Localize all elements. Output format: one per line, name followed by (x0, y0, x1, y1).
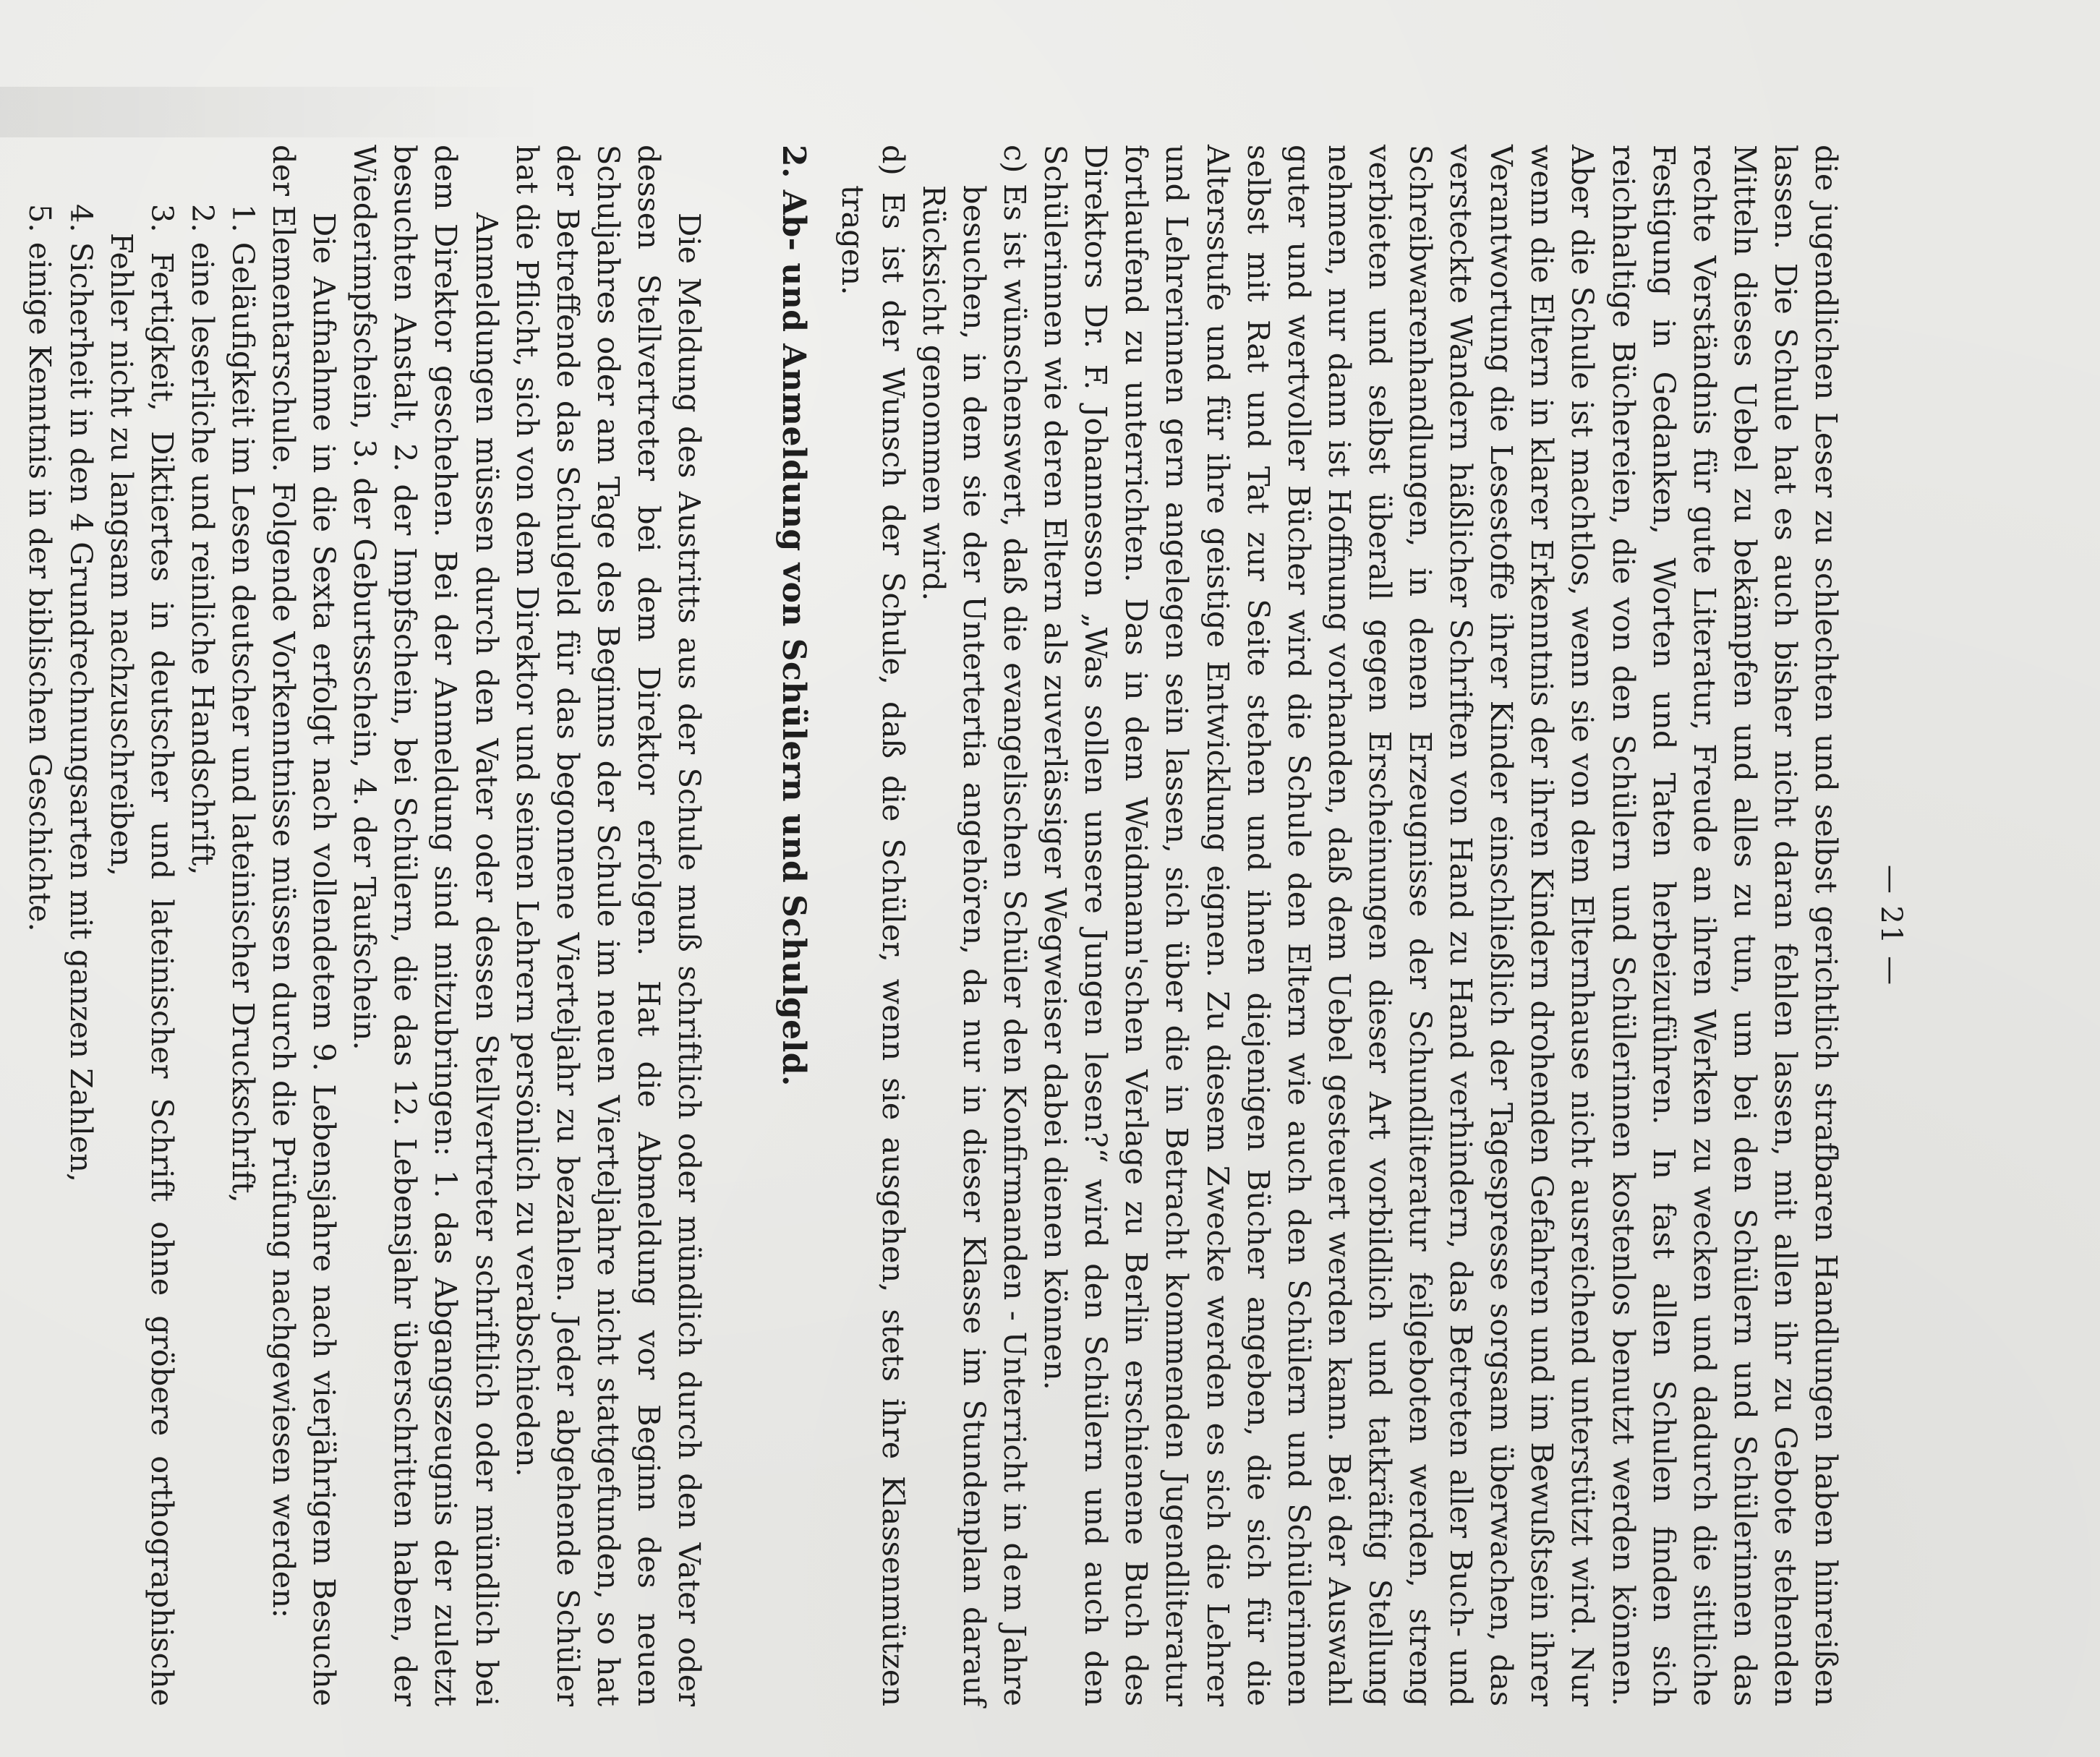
list-item: 4. Sicherheit in den 4 Grundrechnungsarten mit ganzen Zahlen, (63, 204, 99, 1183)
rule-item-d: d) Es ist der Wunsch der Schule, daß die Schüler, wenn sie ausgehen, stets ihre Klassenmützen tragen. (835, 145, 911, 1706)
list-item: 1. Geläufigkeit im Lesen deutscher und lateinischer Druckschrift, (225, 204, 261, 1203)
paragraph-aufnahme: Die Aufnahme in die Sexta erfolgt nach vollendetem 9. Lebensjahre nach vierjährigem Besuche der Elementarschule. Folgende Vorkenntnisse müssen durch die Prüfung nachgewiesen werden: (266, 145, 343, 1706)
section-2-body (20, 145, 709, 1706)
paragraph-anmeldung: Anmeldungen müssen durch den Vater oder dessen Stellvertreter schriftlich oder mündlich bei dem Direktor geschehen. Bei der Anmeldung sind mitzubringen: 1. das Abgangszeugnis der zuletzt besuchten Anstalt, 2. der Impfschein, bei Schülern, die das 12. Lebensjahr überschritten haben, der Wiederimpfschein, 3. der Geburtsschein, 4. der Taufschein. (347, 145, 505, 1706)
rules-c-d (832, 145, 1035, 1706)
intro-paragraph: die jugendlichen Leser zu schlechten und selbst gerichtlich strafbaren Handlungen haben hinreißen lassen. Die Schule hat es auch bisher nicht daran fehlen lassen, mit allen ihr zu Gebote stehenden Mitteln dieses Uebel zu bekämpfen und alles zu tun, um bei den Schülern und Schülerinnen das rechte Verständnis für gute Literatur, Freude an ihren Werken zu wecken und dadurch die sittliche Festigung in Gedanken, Worten und Taten herbeizuführen. In fast allen Schulen finden sich reichhaltige Büchereien, die von den Schülern und Schülerinnen kostenlos benutzt werden können. Aber die Schule ist machtlos, wenn sie von dem Elternhause nicht ausreichend unterstützt wird. Nur wenn die Eltern in klarer Erkenntnis der ihren Kindern drohenden Gefahren und im Bewußtsein ihrer Verantwortung die Lesestoffe ihrer Kinder einschließlich der Tagespresse sorgsam überwachen, das versteckte Wandern häßlicher Schriften von Hand zu Hand verhindern, das Betreten aller Buch- und Schreibwarenhandlungen, in denen Erzeugnisse der Schundliteratur feilgeboten werden, streng verbieten und selbst überall gegen Erscheinungen dieser Art vorbildlich und tatkräftig Stellung nehmen, nur dann ist Hoffnung vorhanden, daß dem Uebel gesteuert werden kann. Bei der Auswahl guter und wertvoller Bücher wird die Schule den Eltern wie auch den Schülern und Schülerinnen selbst mit Rat und Tat zur Seite stehen und ihnen diejenigen Bücher angeben, die sich für die Altersstufe und für ihre geistige Entwicklung eignen. Zu diesem Zwecke werden es sich die Lehrer und Lehrerinnen gern angelegen sein lassen, sich über die in Betracht kommenden Jugendliteratur fortlaufend zu unterrichten. Das in dem Weidmann'schen Verlage zu Berlin erschienene Buch des Direktors Dr. F. Johannesson „Was sollen unsere Jungen lesen?“ wird den Schülern und auch den Schülerinnen wie deren Eltern als zuverlässiger Wegweiser dabei dienen können. (1038, 145, 1844, 1706)
paragraph-abmeldung: Die Meldung des Austritts aus der Schule muß schriftlich oder mündlich durch den Vater oder dessen Stellvertreter bei dem Direktor erfolgen. Hat die Abmeldung vor Beginn des neuen Schuljahres oder am Tage des Beginns der Schule im neuen Vierteljahre nicht stattgefunden, so hat der Betreffende das Schulgeld für das begonnene Vierteljahr zu bezahlen. Jeder abgehende Schüler hat die Pflicht, sich von dem Direktor und seinen Lehrern persönlich zu verabschieden. (509, 145, 707, 1706)
printed-page (22, 145, 1908, 1706)
intro-section (1035, 145, 1846, 1706)
rule-item-c (913, 145, 1035, 1706)
section-heading: 2. Ab- und Anmeldung von Schülern und Schulgeld. (775, 145, 812, 1087)
rule-item-c-spaced-word: dem (997, 1542, 1033, 1615)
list-item: 5. einige Kenntnis in der biblischen Geschichte. (22, 204, 59, 932)
list-item: 2. eine leserliche und reinliche Handschrift, (184, 204, 221, 876)
page-number: — 21 — (1874, 864, 1908, 987)
requirements-list (20, 145, 263, 1706)
section-2 (773, 145, 814, 1706)
rule-item-c-text-1: c) Es ist wünschenswert, daß die evangelischen Schüler den Konfirmanden - Unterricht in (997, 145, 1033, 1543)
rule-item-c-text-2: Jahre besuchen, in dem sie der Untertertia angehören, da nur in dieser Klasse im Stundenplan darauf Rücksicht genommen wird. (915, 185, 1033, 1706)
list-item: 3. Fertigkeit, Diktiertes in deutscher und lateinischer Schrift ohne gröbere orthographische Fehler nicht zu langsam nachzuschreiben, (103, 204, 180, 1706)
